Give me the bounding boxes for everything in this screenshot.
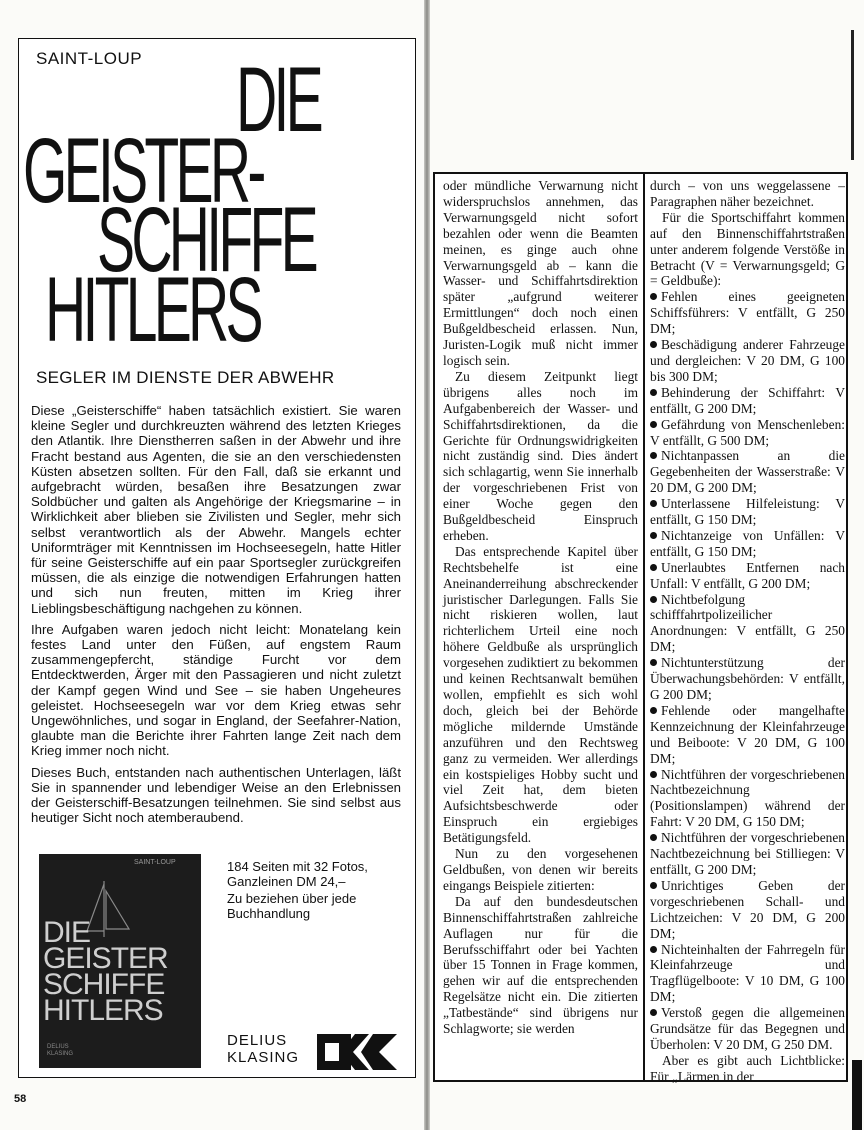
violation-item bbox=[650, 592, 845, 656]
cover-title-line: DIE bbox=[43, 916, 91, 949]
article-box bbox=[433, 172, 848, 1082]
book-info bbox=[227, 859, 407, 923]
bullet-icon bbox=[650, 532, 657, 539]
violation-text: Nichtanzeige von Unfällen: V entfällt, G 150 DM; bbox=[650, 527, 845, 559]
violation-item bbox=[650, 528, 845, 560]
book-advertisement bbox=[18, 38, 416, 1078]
bullet-icon bbox=[650, 500, 657, 507]
page-edge-marks bbox=[850, 0, 864, 1130]
violation-text: Gefährdung von Menschenleben: V entfällt, G 500 DM; bbox=[650, 416, 845, 448]
ad-paragraph: Dieses Buch, entstanden nach authentischen Unterlagen, läßt Sie in spannender und lebendiger Weise an den Erlebnissen der Geisterschiff-Besatzungen teilnehmen. Sie sind selbst aus heutiger Sicht noch atemberaubend. bbox=[31, 764, 401, 826]
cover-author: SAINT-LOUP bbox=[134, 859, 176, 866]
bullet-icon bbox=[650, 946, 657, 953]
violation-item bbox=[650, 560, 845, 592]
article-paragraph: durch – von uns weggelassene – Paragraphen näher bezeichnet. bbox=[650, 178, 845, 209]
ad-paragraph: Ihre Aufgaben waren jedoch nicht leicht: Monatelang kein festes Land unter den Füßen, auf engstem Raum zusammengepfercht, ständige Furcht vor dem Entdecktwerden, Ärger mit den Passagieren und nicht zuletzt der Kampf gegen Wind und See – sie haben Ungeheures geleistet. Hochseesegeln war vor dem Krieg etwas sehr Ungewöhnliches, und sogar in England, der Seefahrer-Nation, glaubte man die Berichte ihrer Fahrten lange Zeit nach dem Krieg immer noch nicht. bbox=[31, 621, 401, 759]
bullet-icon bbox=[650, 596, 657, 603]
page-fold bbox=[424, 0, 430, 1130]
violation-item bbox=[650, 385, 845, 417]
article-column-1 bbox=[443, 178, 638, 1037]
violation-item bbox=[650, 289, 845, 337]
article-paragraph: Das entsprechende Kapitel über Rechtsbehelfe ist eine Aneinanderreihung abschreckender juristischer Darlegungen. Falls Sie nicht riskieren wollen, laut richterlichem Urteil eine noch höhere Geldbuße als ursprünglich vorgesehen zudiktiert zu bekommen und keinen Rechtsanwalt bemühen wollen, empfiehlt es sich wohl doch, gleich bei der Behörde mögliche mildernde Umstände anzuführen und den Rechtsweg ganz zu vermeiden. Wer allerdings ein kostspieliges Hobby sucht und viel Zeit hat, dem bieten Aufsichtsbeschwerde oder Einspruch ein ergiebiges Betätigungsfeld. bbox=[443, 543, 638, 846]
cover-title-line: HITLERS bbox=[43, 994, 163, 1027]
violation-item bbox=[650, 703, 845, 767]
violation-item bbox=[650, 655, 845, 703]
violation-text: Verstoß gegen die allgemeinen Grundsätze für das Begegnen und Überholen: V 20 DM, G 250 DM. bbox=[650, 1005, 845, 1052]
book-cover-image bbox=[39, 854, 201, 1068]
cover-publisher bbox=[47, 1044, 73, 1058]
bullet-icon bbox=[650, 834, 657, 841]
ad-title-line-4: HITLERS bbox=[45, 259, 260, 361]
ad-subtitle: SEGLER IM DIENSTE DER ABWEHR bbox=[36, 368, 335, 387]
ad-title-line-2: GEISTER- bbox=[23, 120, 263, 222]
publisher-line: DELIUS bbox=[227, 1032, 288, 1049]
violation-text: Nichtanpassen an die Gegebenheiten der Wasserstraße: V 20 DM, G 200 DM; bbox=[650, 448, 845, 496]
info-line: Zu beziehen über jede bbox=[227, 891, 357, 906]
ad-author: SAINT-LOUP bbox=[36, 49, 143, 68]
bullet-icon bbox=[650, 452, 657, 459]
dk-logo-icon bbox=[317, 1034, 399, 1070]
violation-text: Behinderung der Schiffahrt: V entfällt, G 200 DM; bbox=[650, 384, 845, 416]
violation-item bbox=[650, 942, 845, 1006]
violation-text: Nichtführen der vorgeschriebenen Nachtbezeichnung bei Stilliegen: V entfällt, G 200 DM; bbox=[650, 830, 845, 877]
column-divider bbox=[643, 174, 645, 1080]
violation-list bbox=[650, 289, 845, 1053]
article-paragraph: oder mündliche Verwarnung nicht widerspruchslos annehmen, das Verwarnungsgeld nicht sofort bezahlen oder wenn die Beamten meinen, es ginge auch ohne Verwarnungsgeld ab – kann die Wasser- und Schiffahrtsdirektion später „aufgrund weiterer Ermittlungen“ doch noch einen Bußgeldbescheid erlassen. Nun, Juristen-Logik muß nicht immer logisch sein. bbox=[443, 178, 638, 368]
cover-publisher-line: DELIUS bbox=[47, 1044, 69, 1050]
bullet-icon bbox=[650, 882, 657, 889]
info-line: Buchhandlung bbox=[227, 906, 311, 921]
violation-item bbox=[650, 830, 845, 878]
violation-text: Beschädigung anderer Fahrzeuge und dergleichen: V 20 DM, G 100 bis 300 DM; bbox=[650, 337, 845, 384]
bullet-icon bbox=[650, 1009, 657, 1016]
cover-title-line: SCHIFFE bbox=[43, 968, 165, 1001]
violation-text: Fehlende oder mangelhafte Kennzeichnung der Kleinfahrzeuge und Beiboote: V 20 DM, G 100 DM; bbox=[650, 702, 845, 766]
violation-item bbox=[650, 1005, 845, 1053]
violation-item bbox=[650, 878, 845, 942]
violation-item bbox=[650, 337, 845, 385]
violation-text: Nichtführen der vorgeschriebenen Nachtbezeichnung (Positionslampen) während der Fahrt: V 20 DM, G 150 DM; bbox=[650, 766, 845, 830]
bullet-icon bbox=[650, 293, 657, 300]
cover-title bbox=[43, 916, 168, 1027]
cover-title-line: GEISTER bbox=[43, 942, 168, 975]
ad-title-line-3: SCHIFFE bbox=[97, 189, 315, 291]
bullet-icon bbox=[650, 564, 657, 571]
article-paragraph: Aber es gibt auch Lichtblicke: Für „Lärmen in der bbox=[650, 1052, 845, 1084]
violation-item bbox=[650, 417, 845, 449]
article-paragraph: Für die Sportschiffahrt kommen auf den Binnenschiffahrtstraßen unter anderem folgende Verstöße in Betracht (V = Verwarnungsgeld; G = Geldbuße): bbox=[650, 209, 845, 289]
violation-text: Nichteinhalten der Fahrregeln für Kleinfahrzeuge und Tragflügelboote: V 10 DM, G 100 DM; bbox=[650, 941, 845, 1005]
bullet-icon bbox=[650, 707, 657, 714]
bullet-icon bbox=[650, 389, 657, 396]
violation-item bbox=[650, 448, 845, 496]
violation-text: Nichtunterstützung der Überwachungsbehörden: V entfällt, G 200 DM; bbox=[650, 655, 845, 702]
bullet-icon bbox=[650, 771, 657, 778]
ad-paragraph: Diese „Geisterschiffe“ haben tatsächlich existiert. Sie waren kleine Segler und durchkreuzten während des letzten Krieges den Atlantik. Ihre Dienstherren saßen in der Abwehr und ihre Fracht bestand aus Agenten, die sie an den verschiedensten Küsten absetzen sollten. Für den Fall, daß sie erkannt und aufgebracht würden, besaßen ihre Besatzungen zwar Soldbücher und galten als Angehörige der Kriegsmarine – in Wirklichkeit aber blieben sie Zivilisten und Segler, mehr sich selbst verantwortlich als der Abwehr. Mangels echter Uniformträger mit Kenntnissen im Hochseesegeln, hatte Hitler für seine Geisterschiffe auf ein paar Sportsegler zurückgreifen müssen, die als einzige die notwendigen Erfahrungen hatten und sich nun freuten, mitten im Krieg ihrer Lieblingsbeschäftigung nachgehen zu können. bbox=[31, 403, 401, 616]
article-paragraph: Nun zu den vorgesehenen Geldbußen, von denen wir bereits eingangs Beispiele zitierten: bbox=[443, 846, 638, 893]
bullet-icon bbox=[650, 341, 657, 348]
violation-text: Unrichtiges Geben der vorgeschriebenen Schall- und Lichtzeichen: V 20 DM, G 200 DM; bbox=[650, 877, 845, 941]
publisher-line: KLASING bbox=[227, 1049, 300, 1066]
violation-text: Fehlen eines geeigneten Schiffsführers: V entfällt, G 250 DM; bbox=[650, 289, 845, 337]
article-paragraph: Zu diesem Zeitpunkt liegt übrigens alles noch im Aufgabenbereich der Wasser- und Schiffahrtsdirektionen, da die Gerichte für Ordnungswidrigkeiten nicht zuständig sind. Dies ändert sich schlagartig, wenn Sie innerhalb der vorgeschriebenen Frist von einer Woche gegen den Bußgeldbescheid Einspruch erheben. bbox=[443, 368, 638, 543]
page-number: 58 bbox=[14, 1093, 27, 1105]
cover-publisher-line: KLASING bbox=[47, 1051, 74, 1057]
ad-blurb bbox=[31, 403, 401, 831]
ad-title-line-1: DIE bbox=[236, 49, 320, 151]
violation-text: Nichtbefolgung schifffahrtpolizeilicher Anordnungen: V entfällt, G 250 DM; bbox=[650, 591, 845, 655]
violation-text: Unterlassene Hilfeleistung: V entfällt, G 150 DM; bbox=[650, 496, 845, 528]
info-line: Ganzleinen DM 24,– bbox=[227, 874, 346, 889]
publisher-name bbox=[227, 1032, 299, 1066]
info-line: 184 Seiten mit 32 Fotos, bbox=[227, 859, 368, 874]
article-paragraph: Da auf den bundesdeutschen Binnenschiffahrtstraßen zahlreiche Auflagen nur für die Berufsschiffahrt oder bei Yachten über 15 Tonnen in Frage kommen, gehen wir auf die entsprechenden Regelsätze nicht ein. Die zitierten „Tatbestände“ sind übrigens nur Schlagworte; sie werden bbox=[443, 893, 638, 1037]
violation-item bbox=[650, 496, 845, 528]
article-column-2 bbox=[650, 178, 845, 1085]
bullet-icon bbox=[650, 659, 657, 666]
bullet-icon bbox=[650, 421, 657, 428]
violation-text: Unerlaubtes Entfernen nach Unfall: V entfällt, G 200 DM; bbox=[650, 559, 845, 591]
violation-item bbox=[650, 767, 845, 831]
